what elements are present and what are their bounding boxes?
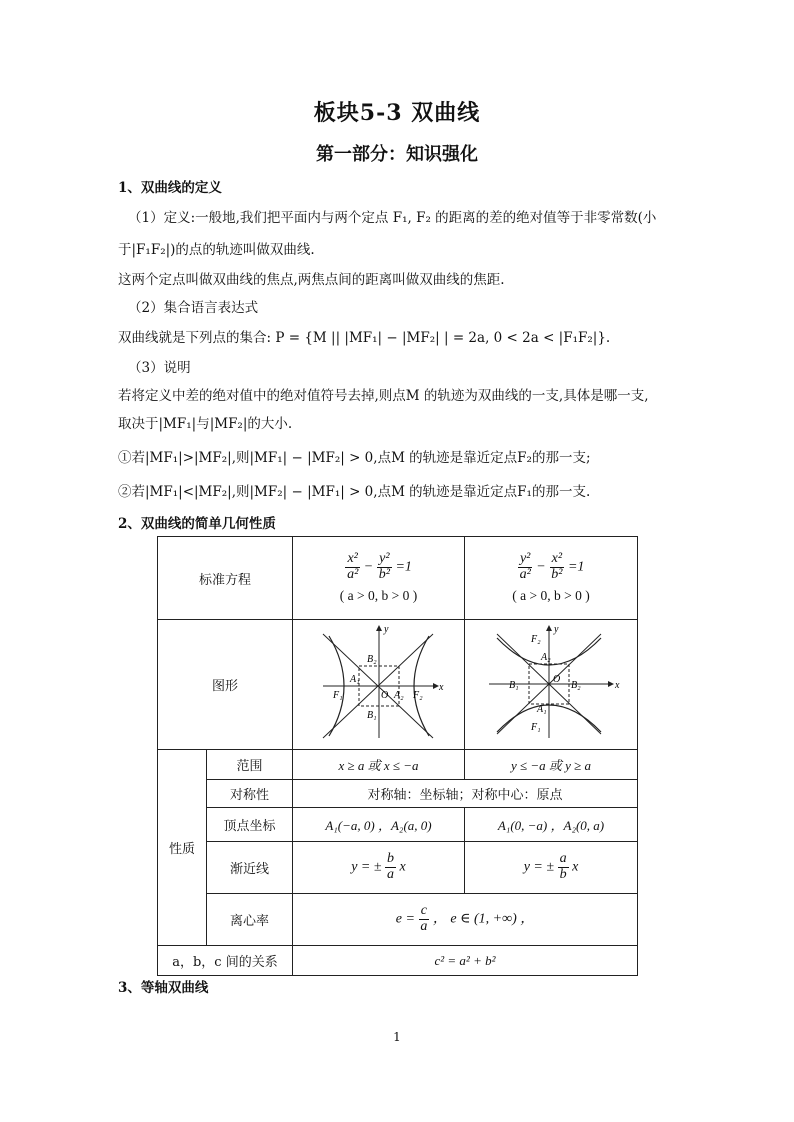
asym1-prefix: y = ± xyxy=(351,859,382,875)
symmetry-label: 对称性 xyxy=(207,780,293,808)
figure-cell-y-axis xyxy=(464,620,637,750)
fig1-a2-label: A₂ xyxy=(393,690,404,701)
relation-value: c² = a² + b² xyxy=(292,946,637,976)
asym1-suffix: x xyxy=(399,859,406,875)
eq1-den2: b² xyxy=(378,566,390,582)
eq1-num2: y² xyxy=(379,550,390,566)
page-subtitle: 第一部分：知识强化 xyxy=(316,144,478,165)
fig2-b1-label: B₁ xyxy=(508,680,519,691)
fig2-origin-label: O xyxy=(552,674,561,685)
hyperbola-vertical-figure xyxy=(465,620,637,745)
eq2-den1: a² xyxy=(519,566,531,582)
table-row xyxy=(158,620,638,750)
fig2-a1-label: A₁ xyxy=(536,704,547,715)
eq2-den2: b² xyxy=(551,566,563,582)
fig1-a1-label: A₁ xyxy=(349,674,360,685)
section-3-heading: 3、等轴双曲线 xyxy=(118,980,209,996)
fig1-x-label: x xyxy=(438,682,444,693)
symmetry-value: 对称轴：坐标轴；对称中心：原点 xyxy=(292,780,637,808)
note-line-2: 取决于|MF₁|与|MF₂|的大小. xyxy=(118,416,293,432)
fig1-b1-label: B₁ xyxy=(366,710,377,721)
range-label: 范围 xyxy=(207,750,293,780)
set-language-heading: （2）集合语言表达式 xyxy=(128,300,259,316)
case-1-line: ①若|MF₁|>|MF₂|,则|MF₁| − |MF₂| > 0,点M 的轨迹是靠近定点F₂的那一支; xyxy=(118,450,591,466)
section-1-heading: 1、双曲线的定义 xyxy=(118,180,222,196)
fig2-f1-label: F₁ xyxy=(530,722,541,733)
fig2-f2-label: F₂ xyxy=(530,634,541,645)
vertex-x-axis: A₁(−a, 0) ，A₂(a, 0) xyxy=(292,808,464,842)
fig1-origin-label: O xyxy=(380,690,389,701)
eq2-minus: − xyxy=(536,559,546,575)
table-row xyxy=(158,780,638,808)
ecc-den: a xyxy=(420,919,428,934)
section-2-heading: 2、双曲线的简单几何性质 xyxy=(118,516,276,532)
range-x-axis: x ≥ a 或 x ≤ −a xyxy=(292,750,464,780)
fig2-y-label: y xyxy=(553,624,559,635)
table-row xyxy=(158,750,638,780)
figure-label: 图形 xyxy=(158,620,293,750)
definition-line-3: 这两个定点叫做双曲线的焦点,两焦点间的距离叫做双曲线的焦距. xyxy=(118,272,505,288)
asymptote-y-axis xyxy=(464,842,637,894)
fig2-x-label: x xyxy=(614,680,620,691)
eq2-num2: x² xyxy=(551,550,563,566)
eq1-den1: a² xyxy=(347,566,359,582)
note-heading: （3）说明 xyxy=(128,360,191,376)
table-row xyxy=(158,894,638,946)
eq1-condition: ( a > 0, b > 0 ) xyxy=(339,588,418,604)
definition-line-2: 于|F₁F₂|)的点的轨迹叫做双曲线. xyxy=(118,242,315,258)
table-row xyxy=(158,537,638,620)
fig2-b2-label: B₂ xyxy=(570,680,581,691)
case-2-line: ②若|MF₁|<|MF₂|,则|MF₂| − |MF₁| > 0,点M 的轨迹是靠近定点F₁的那一支. xyxy=(118,484,591,500)
fig1-f2-label: F₂ xyxy=(412,690,423,701)
table-row xyxy=(158,946,638,976)
table-row xyxy=(158,842,638,894)
asymptote-x-axis xyxy=(292,842,464,894)
eq1-minus: − xyxy=(363,559,374,575)
eq2-rhs: =1 xyxy=(567,559,585,575)
eq1-num1: x² xyxy=(347,550,358,566)
fig1-f1-label: F₁ xyxy=(332,690,343,701)
equation-cell-y-axis xyxy=(464,537,637,620)
figure-cell-x-axis xyxy=(292,620,464,750)
eccentricity-value xyxy=(292,894,637,946)
equation-cell-x-axis xyxy=(292,537,464,620)
fig1-y-label: y xyxy=(383,624,389,635)
ecc-prefix: e = xyxy=(395,911,415,927)
set-expression-line: 双曲线就是下列点的集合: P = {M || |MF₁| − |MF₂| | = 2a, 0 < 2a < |F₁F₂|}. xyxy=(118,330,611,346)
vertex-y-axis: A₁(0, −a) ，A₂(0, a) xyxy=(464,808,637,842)
properties-table xyxy=(157,536,638,976)
asym2-suffix: x xyxy=(572,859,579,875)
page-title: 板块5-3 双曲线 xyxy=(313,100,481,126)
eccentricity-label: 离心率 xyxy=(207,894,293,946)
hyperbola-horizontal-figure xyxy=(293,620,464,745)
fig1-b2-label: B₂ xyxy=(366,654,377,665)
eq2-num1: y² xyxy=(519,550,531,566)
page-number: 1 xyxy=(393,1030,401,1044)
vertex-label: 顶点坐标 xyxy=(207,808,293,842)
asym1-num: b xyxy=(387,851,395,867)
eq1-rhs: =1 xyxy=(395,559,412,575)
ecc-suffix: ， e ∈ (1, +∞) ， xyxy=(432,911,535,927)
asym2-prefix: y = ± xyxy=(523,859,555,875)
fig2-a2-label: A₂ xyxy=(540,652,551,663)
definition-line-1: （1）定义:一般地,我们把平面内与两个定点 F₁, F₂ 的距离的差的绝对值等于非零常数(小 xyxy=(128,210,657,226)
note-line-1: 若将定义中差的绝对值中的绝对值符号去掉,则点M 的轨迹为双曲线的一支,具体是哪一支, xyxy=(118,388,649,404)
eq2-condition: ( a > 0, b > 0 ) xyxy=(512,588,590,604)
relation-label: a，b，c 间的关系 xyxy=(158,946,293,976)
range-y-axis: y ≤ −a 或 y ≥ a xyxy=(464,750,637,780)
table-row xyxy=(158,808,638,842)
asym2-num: a xyxy=(559,851,567,867)
ecc-num: c xyxy=(420,903,428,919)
properties-label: 性质 xyxy=(158,750,207,946)
standard-equation-label: 标准方程 xyxy=(158,537,293,620)
asym1-den: a xyxy=(387,867,395,882)
asym2-den: b xyxy=(559,867,567,882)
asymptote-label: 渐近线 xyxy=(207,842,293,894)
